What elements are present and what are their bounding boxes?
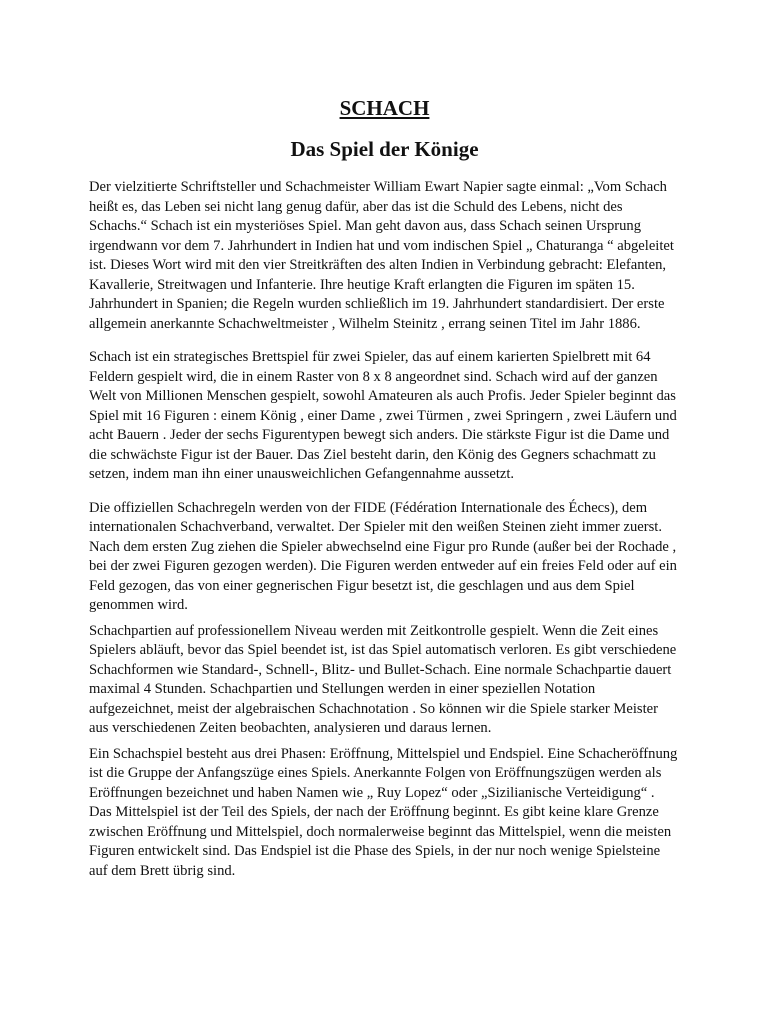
paragraph-game-phases: Ein Schachspiel besteht aus drei Phasen: Eröffnung, Mittelspiel und Endspiel. Eine Schacheröffnung ist die Gruppe der Anfangszüge eines Spiels. Anerkannte Folgen von Eröffnungszügen werden als Eröffnungen bezeichnet und haben Namen wie „ Ruy Lopez“ oder „Sizilianische Verteidigung“ . Das Mittelspiel ist der Teil des Spiels, der nach der Eröffnung beginnt. Es gibt keine klare Grenze zwischen Eröffnung und Mittelspiel, doch normalerweise beginnt das Mittelspiel, wenn die meisten Figuren entwickelt sind. Das Endspiel ist die Phase des Spiels, in der nur noch wenige Spielsteine auf dem Brett übrig sind. <box>89 745 678 879</box>
document-subtitle: Das Spiel der Könige <box>290 137 479 161</box>
paragraph-time-control: Schachpartien auf professionellem Niveau werden mit Zeitkontrolle gespielt. Wenn die Zeit eines Spielers abläuft, bevor das Spiel beendet ist, ist das Spiel automatisch verloren. Es gibt verschiedene Schachformen wie Standard-, Schnell-, Blitz- und Bullet-Schach. Eine normale Schachpartie dauert maximal 4 Stunden. Schachpartien und Stellungen werden in einer speziellen Notation aufgezeichnet, meist der algebraischen Schachnotation . So können wir die Spiele starker Meister aus verschiedenen Zeiten beobachten, analysieren und daraus lernen. <box>89 622 677 736</box>
paragraph-board-and-pieces: Schach ist ein strategisches Brettspiel für zwei Spieler, das auf einem karierten Spielbrett mit 64 Feldern gespielt wird, die in einem Raster von 8 x 8 angeordnet sind. Schach wird auf der ganzen Welt von Millionen Menschen gespielt, sowohl Amateuren als auch Profis. Jeder Spieler beginnt das Spiel mit 16 Figuren : einem König , einer Dame , zwei Türmen , zwei Springern , zwei Läufern und acht Bauern . Jeder der sechs Figurentypen bewegt sich anders. Die stärkste Figur ist die Dame und die schwächste Figur ist der Bauer. Das Ziel besteht darin, den König des Gegners schachmatt zu setzen, indem man ihn einer unausweichlichen Gefangennahme aussetzt. <box>89 349 677 482</box>
document-page <box>89 94 680 881</box>
paragraph-history: Der vielzitierte Schriftsteller und Schachmeister William Ewart Napier sagte einmal: „Vom Schach heißt es, das Leben sei nicht lang genug dafür, aber das ist die Schuld des Lebens, nicht des Schachs.“ Schach ist ein mysteriöses Spiel. Man geht davon aus, dass Schach seinen Ursprung irgendwann vor dem 7. Jahrhundert in Indien hat und vom indischen Spiel „ Chaturanga “ abgeleitet ist. Dieses Wort wird mit den vier Streitkräften des alten Indien in Verbindung gebracht: Elefanten, Kavallerie, Streitwagen und Infanterie. Ihre heutige Kraft erlangten die Figuren im späten 15. Jahrhundert in Spanien; die Regeln wurden schließlich im 19. Jahrhundert standardisiert. Der erste allgemein anerkannte Schachweltmeister , Wilhelm Steinitz , errang seinen Titel im Jahr 1886. <box>89 179 674 332</box>
document-title: SCHACH <box>339 96 430 120</box>
paragraph-rules: Die offiziellen Schachregeln werden von der FIDE (Fédération Internationale des Échecs), dem internationalen Schachverband, verwaltet. Der Spieler mit den weißen Steinen zieht immer zuerst. Nach dem ersten Zug ziehen die Spieler abwechselnd eine Figur pro Runde (außer bei der Rochade , bei der zwei Figuren gezogen werden). Die Figuren werden entweder auf ein freies Feld oder auf ein Feld gezogen, das von einer gegnerischen Figur besetzt ist, die geschlagen und aus dem Spiel genommen wird. <box>89 499 677 613</box>
